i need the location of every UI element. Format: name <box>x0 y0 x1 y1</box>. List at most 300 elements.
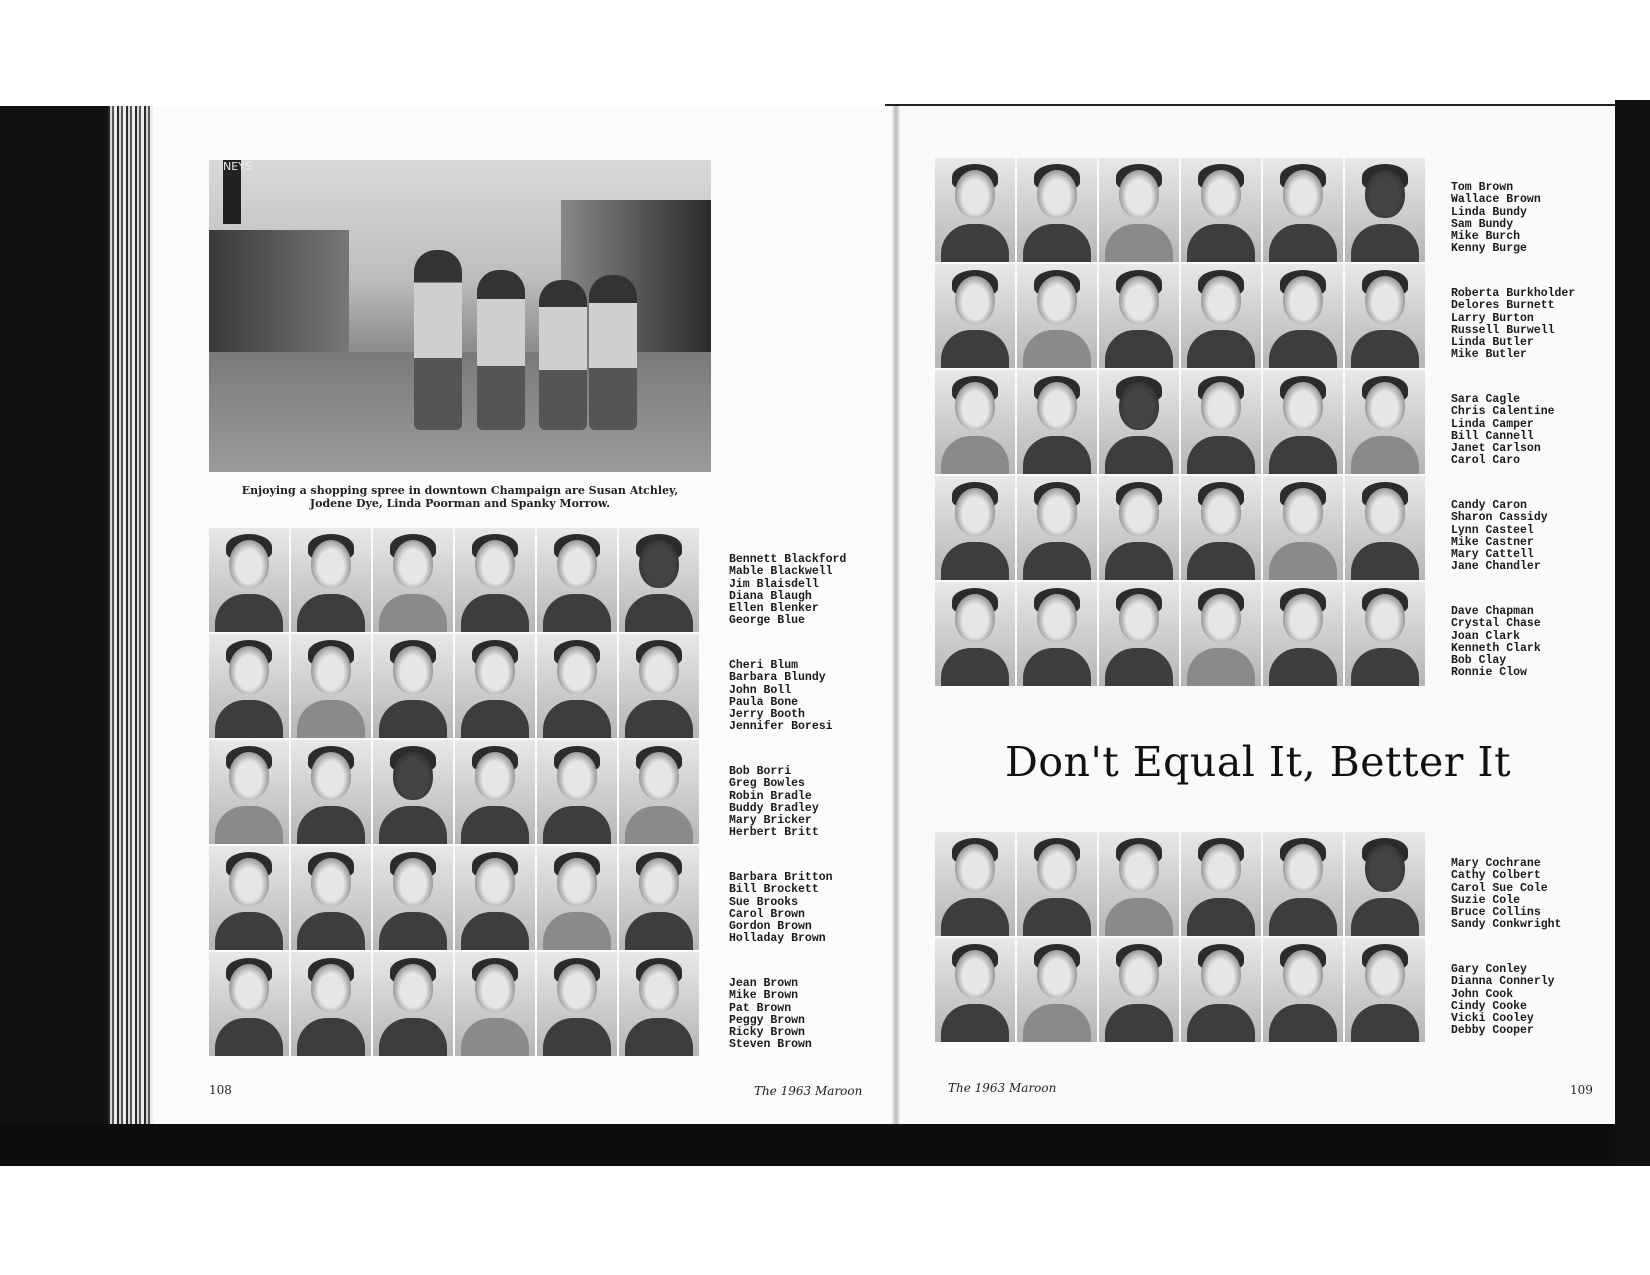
student-portrait <box>537 952 617 1056</box>
student-portrait <box>935 158 1015 262</box>
name-list <box>1451 500 1548 574</box>
student-portrait <box>935 370 1015 474</box>
portrait-body <box>1269 436 1337 474</box>
student-portrait <box>1099 370 1179 474</box>
portrait-head <box>229 858 269 906</box>
student-portrait <box>455 846 535 950</box>
student-portrait <box>1181 476 1261 580</box>
student-portrait <box>935 476 1015 580</box>
student-portrait <box>1345 938 1425 1042</box>
portrait-body <box>461 700 529 738</box>
student-portrait <box>455 952 535 1056</box>
portrait-body <box>1105 224 1173 262</box>
photo-person <box>589 275 637 430</box>
student-name: Cheri Blum <box>729 659 799 672</box>
caption-line: Enjoying a shopping spree in downtown Champaign are Susan Atchley, <box>241 484 679 497</box>
student-name: Tom Brown <box>1451 181 1514 194</box>
student-name: Jerry Booth <box>729 708 805 722</box>
portrait-head <box>393 646 433 694</box>
portrait-body <box>1269 224 1337 262</box>
portrait-head <box>1365 276 1405 324</box>
portrait-body <box>941 542 1009 580</box>
student-name: Ricky Brown <box>729 1026 805 1040</box>
portrait-body <box>625 594 693 632</box>
portrait-head <box>1283 170 1323 218</box>
student-portrait <box>209 634 289 738</box>
portrait-body <box>1023 224 1091 262</box>
student-name: Diana Blaugh <box>729 589 812 603</box>
portrait-body <box>941 436 1009 474</box>
portrait-head <box>393 964 433 1012</box>
student-portrait <box>1181 158 1261 262</box>
portrait-body <box>215 700 283 738</box>
portrait-body <box>379 700 447 738</box>
portrait-body <box>1023 898 1091 936</box>
student-name: Lynn Casteel <box>1451 523 1534 537</box>
portrait-head <box>1283 950 1323 998</box>
photo-person <box>414 250 462 430</box>
student-name: Barbara Blundy <box>729 671 826 685</box>
portrait-head <box>311 540 351 588</box>
portrait-head <box>1201 170 1241 218</box>
book-gutter <box>892 106 900 1124</box>
student-portrait <box>1017 582 1097 686</box>
name-list <box>1451 964 1555 1038</box>
student-name: Mary Bricker <box>729 814 812 828</box>
portrait-body <box>1187 648 1255 686</box>
name-list <box>1451 288 1575 362</box>
student-name: Debby Cooper <box>1451 1024 1534 1038</box>
student-name: Bob Borri <box>729 765 792 778</box>
student-name: Bennett Blackford <box>729 553 847 566</box>
student-name: Wallace Brown <box>1451 193 1541 207</box>
portrait-body <box>215 912 283 950</box>
student-portrait <box>373 634 453 738</box>
student-portrait <box>209 528 289 632</box>
portrait-body <box>1023 436 1091 474</box>
student-portrait <box>1099 158 1179 262</box>
student-portrait <box>619 952 699 1056</box>
portrait-body <box>1023 330 1091 368</box>
caption-line: Jodene Dye, Linda Poorman and Spanky Morrow. <box>309 497 611 510</box>
portrait-head <box>1283 276 1323 324</box>
name-list <box>1451 394 1555 468</box>
portrait-head <box>557 540 597 588</box>
student-portrait <box>537 528 617 632</box>
student-portrait <box>291 952 371 1056</box>
downtown-street-photo <box>209 160 711 472</box>
portrait-head <box>1365 382 1405 430</box>
student-name: Suzie Cole <box>1451 893 1521 907</box>
portrait-body <box>1269 648 1337 686</box>
student-name: Vicki Cooley <box>1451 1012 1534 1026</box>
student-portrait <box>619 634 699 738</box>
student-name: Holladay Brown <box>729 932 826 946</box>
portrait-body <box>1187 542 1255 580</box>
portrait-body <box>543 1018 611 1056</box>
portrait-head <box>393 858 433 906</box>
name-list <box>729 872 833 946</box>
student-name: Peggy Brown <box>729 1013 805 1027</box>
portrait-head <box>1119 382 1159 430</box>
portrait-head <box>639 858 679 906</box>
portrait-body <box>297 806 365 844</box>
portrait-head <box>557 858 597 906</box>
student-name: Buddy Bradley <box>729 801 819 815</box>
portrait-body <box>625 700 693 738</box>
student-portrait <box>935 938 1015 1042</box>
student-portrait <box>291 846 371 950</box>
student-name: Mary Cochrane <box>1451 857 1541 870</box>
student-portrait <box>619 846 699 950</box>
portrait-head <box>1037 844 1077 892</box>
student-name: Dianna Connerly <box>1451 975 1555 989</box>
student-name: Jean Brown <box>729 977 799 990</box>
student-portrait <box>373 528 453 632</box>
student-name: Crystal Chase <box>1451 617 1541 631</box>
student-portrait <box>455 740 535 844</box>
right-portrait-grid-top <box>935 158 1425 686</box>
portrait-body <box>297 700 365 738</box>
portrait-body <box>625 912 693 950</box>
portrait-body <box>379 912 447 950</box>
portrait-head <box>1201 844 1241 892</box>
portrait-head <box>1365 950 1405 998</box>
student-portrait <box>1099 582 1179 686</box>
student-portrait <box>1263 938 1343 1042</box>
portrait-head <box>1201 488 1241 536</box>
portrait-body <box>1105 898 1173 936</box>
portrait-head <box>311 964 351 1012</box>
student-portrait <box>1017 370 1097 474</box>
photo-person <box>477 270 525 430</box>
student-portrait <box>1017 938 1097 1042</box>
student-name: Bob Clay <box>1451 654 1507 668</box>
student-portrait <box>209 846 289 950</box>
student-name: Jim Blaisdell <box>729 577 819 591</box>
portrait-body <box>379 1018 447 1056</box>
student-portrait <box>1345 582 1425 686</box>
portrait-body <box>379 806 447 844</box>
student-name: Sam Bundy <box>1451 217 1514 231</box>
portrait-body <box>1105 542 1173 580</box>
student-name: Sharon Cassidy <box>1451 511 1548 525</box>
portrait-head <box>557 646 597 694</box>
portrait-head <box>229 540 269 588</box>
student-name: Mary Cattell <box>1451 548 1534 562</box>
portrait-head <box>229 752 269 800</box>
student-name: Sue Brooks <box>729 895 799 909</box>
student-portrait <box>1345 832 1425 936</box>
portrait-body <box>1105 436 1173 474</box>
portrait-head <box>955 170 995 218</box>
portrait-body <box>1187 1004 1255 1042</box>
student-portrait <box>1181 370 1261 474</box>
student-name: Pat Brown <box>729 1001 792 1015</box>
portrait-body <box>215 594 283 632</box>
name-list <box>729 660 833 734</box>
portrait-body <box>1269 898 1337 936</box>
student-portrait <box>1263 476 1343 580</box>
portrait-body <box>543 806 611 844</box>
student-portrait <box>1345 158 1425 262</box>
student-name: John Boll <box>729 683 792 697</box>
portrait-head <box>639 540 679 588</box>
student-name: Candy Caron <box>1451 499 1527 512</box>
portrait-head <box>1365 844 1405 892</box>
portrait-head <box>1037 488 1077 536</box>
student-name: Bruce Collins <box>1451 906 1541 920</box>
student-name: Chris Calentine <box>1451 405 1555 419</box>
student-name: Joan Clark <box>1451 629 1521 643</box>
student-name: Herbert Britt <box>729 826 819 840</box>
portrait-head <box>955 382 995 430</box>
name-list <box>1451 182 1541 256</box>
portrait-head <box>1037 594 1077 642</box>
student-name: John Cook <box>1451 987 1514 1001</box>
portrait-body <box>941 1004 1009 1042</box>
portrait-head <box>955 594 995 642</box>
bottom-shadow-band <box>0 1124 1650 1166</box>
right-portrait-grid-bottom <box>935 832 1425 1042</box>
portrait-body <box>625 1018 693 1056</box>
name-list <box>1451 606 1541 680</box>
portrait-head <box>1119 170 1159 218</box>
student-portrait <box>619 528 699 632</box>
footer-title-left: The 1963 Maroon <box>754 1084 863 1098</box>
student-portrait <box>935 582 1015 686</box>
portrait-head <box>475 752 515 800</box>
portrait-body <box>1269 1004 1337 1042</box>
student-name: Bill Brockett <box>729 883 819 897</box>
portrait-head <box>955 488 995 536</box>
portrait-head <box>955 844 995 892</box>
student-name: Ellen Blenker <box>729 602 819 616</box>
student-name: Russell Burwell <box>1451 323 1555 337</box>
portrait-head <box>311 858 351 906</box>
portrait-body <box>1351 1004 1419 1042</box>
portrait-body <box>941 224 1009 262</box>
portrait-head <box>639 964 679 1012</box>
portrait-body <box>941 898 1009 936</box>
portrait-head <box>1201 950 1241 998</box>
portrait-body <box>461 1018 529 1056</box>
student-portrait <box>1263 158 1343 262</box>
student-portrait <box>373 846 453 950</box>
student-name: Linda Bundy <box>1451 205 1527 219</box>
student-portrait <box>1263 264 1343 368</box>
portrait-head <box>229 646 269 694</box>
student-name: Linda Butler <box>1451 336 1534 350</box>
student-name: Paula Bone <box>729 695 799 709</box>
student-portrait <box>455 528 535 632</box>
portrait-body <box>941 648 1009 686</box>
portrait-head <box>1283 594 1323 642</box>
portrait-head <box>475 540 515 588</box>
student-name: Jane Chandler <box>1451 560 1541 574</box>
name-list <box>729 978 812 1052</box>
footer-title-right: The 1963 Maroon <box>948 1081 1057 1095</box>
portrait-head <box>1119 950 1159 998</box>
portrait-head <box>955 950 995 998</box>
portrait-head <box>1201 276 1241 324</box>
portrait-body <box>297 594 365 632</box>
student-name: Kenny Burge <box>1451 242 1527 256</box>
portrait-head <box>393 752 433 800</box>
portrait-head <box>1037 950 1077 998</box>
student-portrait <box>1345 264 1425 368</box>
student-name: Mable Blackwell <box>729 565 833 579</box>
portrait-head <box>955 276 995 324</box>
student-name: Sara Cagle <box>1451 393 1521 406</box>
student-name: Cathy Colbert <box>1451 869 1541 883</box>
book-spine-shadow <box>0 106 108 1166</box>
student-name: Cindy Cooke <box>1451 999 1527 1013</box>
student-portrait <box>1181 938 1261 1042</box>
portrait-body <box>1187 224 1255 262</box>
portrait-body <box>1023 542 1091 580</box>
student-portrait <box>619 740 699 844</box>
student-portrait <box>1345 370 1425 474</box>
student-name: Larry Burton <box>1451 311 1534 325</box>
portrait-body <box>461 806 529 844</box>
portrait-body <box>625 806 693 844</box>
portrait-body <box>461 594 529 632</box>
student-name: Carol Sue Cole <box>1451 881 1548 895</box>
name-list <box>729 766 819 840</box>
student-name: Mike Brown <box>729 989 799 1003</box>
student-name: Carol Brown <box>729 907 805 921</box>
student-name: Mike Butler <box>1451 348 1527 362</box>
portrait-head <box>311 646 351 694</box>
student-portrait <box>291 634 371 738</box>
portrait-body <box>1105 648 1173 686</box>
student-name: Greg Bowles <box>729 777 805 791</box>
student-name: Gary Conley <box>1451 963 1527 976</box>
portrait-body <box>1269 542 1337 580</box>
portrait-body <box>297 912 365 950</box>
portrait-body <box>1187 330 1255 368</box>
student-portrait <box>1263 582 1343 686</box>
student-portrait <box>1181 832 1261 936</box>
student-name: Sandy Conkwright <box>1451 918 1562 932</box>
portrait-head <box>557 964 597 1012</box>
student-portrait <box>935 832 1015 936</box>
portrait-body <box>215 806 283 844</box>
portrait-head <box>1037 276 1077 324</box>
student-portrait <box>1017 476 1097 580</box>
student-portrait <box>1263 370 1343 474</box>
portrait-body <box>1105 330 1173 368</box>
student-portrait <box>537 634 617 738</box>
portrait-head <box>1119 276 1159 324</box>
student-portrait <box>291 740 371 844</box>
portrait-head <box>1119 594 1159 642</box>
student-name: Roberta Burkholder <box>1451 287 1576 300</box>
photo-store-sign: NEYS <box>223 160 241 224</box>
name-list <box>1451 858 1561 932</box>
portrait-head <box>1037 382 1077 430</box>
student-portrait <box>1099 938 1179 1042</box>
student-name: Carol Caro <box>1451 454 1521 468</box>
portrait-head <box>1201 382 1241 430</box>
student-portrait <box>537 846 617 950</box>
student-name: Linda Camper <box>1451 417 1534 431</box>
portrait-head <box>311 752 351 800</box>
student-portrait <box>1099 476 1179 580</box>
student-name: Kenneth Clark <box>1451 641 1541 655</box>
page-headline: Don't Equal It, Better It <box>1005 738 1512 786</box>
student-name: Janet Carlson <box>1451 442 1541 456</box>
portrait-body <box>297 1018 365 1056</box>
student-name: George Blue <box>729 614 805 628</box>
portrait-head <box>1283 488 1323 536</box>
portrait-head <box>393 540 433 588</box>
student-portrait <box>537 740 617 844</box>
student-portrait <box>1181 264 1261 368</box>
portrait-body <box>1187 898 1255 936</box>
student-portrait <box>1017 832 1097 936</box>
photo-caption <box>209 484 711 510</box>
student-name: Dave Chapman <box>1451 605 1534 618</box>
portrait-body <box>1351 648 1419 686</box>
student-name: Bill Cannell <box>1451 429 1534 443</box>
student-portrait <box>1181 582 1261 686</box>
page-number-left: 108 <box>209 1083 232 1097</box>
portrait-body <box>1023 1004 1091 1042</box>
student-portrait <box>1345 476 1425 580</box>
portrait-head <box>1119 844 1159 892</box>
portrait-head <box>1365 594 1405 642</box>
student-name: Mike Castner <box>1451 535 1534 549</box>
student-name: Jennifer Boresi <box>729 720 833 734</box>
portrait-body <box>1269 330 1337 368</box>
student-portrait <box>455 634 535 738</box>
portrait-head <box>475 646 515 694</box>
student-name: Delores Burnett <box>1451 299 1555 313</box>
student-name: Robin Bradle <box>729 789 812 803</box>
portrait-body <box>543 700 611 738</box>
student-name: Barbara Britton <box>729 871 833 884</box>
portrait-head <box>475 964 515 1012</box>
portrait-head <box>1283 844 1323 892</box>
page-number-right: 109 <box>1570 1083 1593 1097</box>
portrait-head <box>1365 488 1405 536</box>
portrait-body <box>461 912 529 950</box>
right-edge-shadow <box>1615 100 1650 1166</box>
student-portrait <box>935 264 1015 368</box>
portrait-head <box>1365 170 1405 218</box>
portrait-body <box>543 594 611 632</box>
photo-person <box>539 280 587 430</box>
student-portrait <box>1099 832 1179 936</box>
student-name: Mike Burch <box>1451 230 1521 244</box>
portrait-body <box>1351 898 1419 936</box>
student-portrait <box>209 740 289 844</box>
portrait-body <box>1351 224 1419 262</box>
portrait-body <box>1023 648 1091 686</box>
portrait-body <box>1351 330 1419 368</box>
book-page-edges <box>108 106 153 1126</box>
portrait-body <box>379 594 447 632</box>
student-portrait <box>1017 158 1097 262</box>
student-portrait <box>1099 264 1179 368</box>
student-name: Ronnie Clow <box>1451 666 1527 680</box>
portrait-body <box>1351 542 1419 580</box>
portrait-body <box>215 1018 283 1056</box>
student-portrait <box>373 740 453 844</box>
portrait-head <box>229 964 269 1012</box>
